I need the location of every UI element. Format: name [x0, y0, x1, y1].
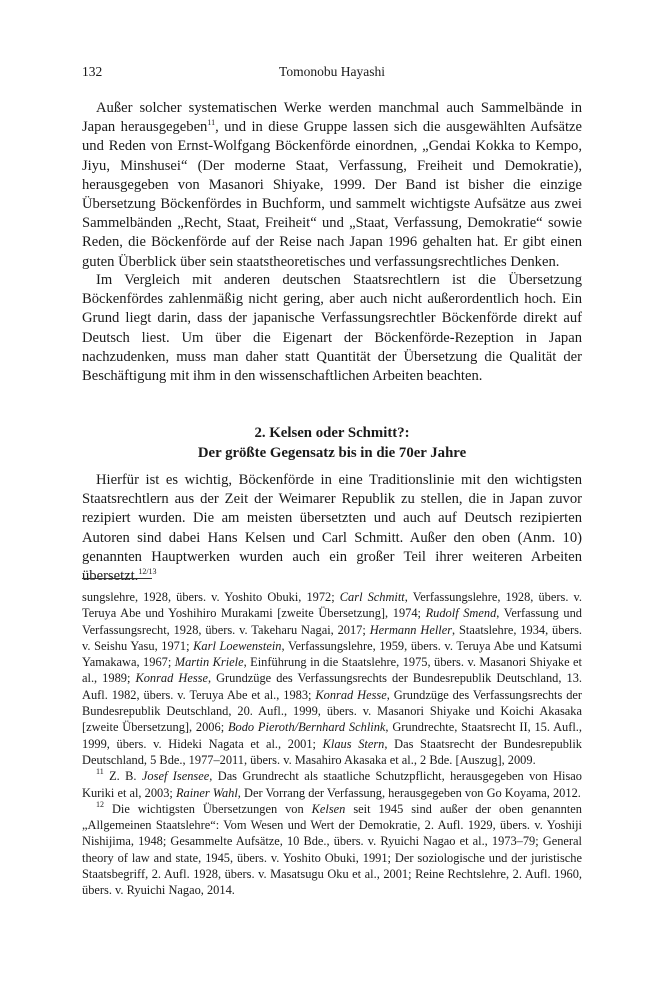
footnote-number-12: 12 [96, 799, 104, 809]
footnote-number-11: 11 [96, 767, 104, 777]
paragraph-3 [82, 471, 582, 586]
section-heading-line-2: Der größte Gegensatz bis in die 70er Jahre [197, 444, 467, 461]
paragraph-1-text-b: , und in diese Gruppe lassen sich die ausgewählten Aufsätze und Reden von Ernst-Wolfgang Böckenförde einordnen, „Gendai Kokka to Kempo, Jiyu, Minshusei“ (Der moderne Staat, Verfassung, Freiheit und Demokratie), herausgegeben von Masanori Shiyake, 1999. Der Band ist bisher die einzige Übersetzung Böckenfördes in Buchform, und sammelt wichtigste Aufsätze aus zwei Sammelbänden „Recht, Staat, Freiheit“ und „Staat, Verfassung, Demokratie“ sowie Reden, die Böckenförde auf der Reise nach Japan 1996 gehalten hat. Er gibt einen guten Überblick über sein staatstheoretisches und verfassungsrechtliches Denken. [82, 119, 582, 270]
paragraph-3-text: Hierfür ist es wichtig, Böckenförde in eine Traditionslinie mit den wichtigsten Staatsrechtlern aus der Zeit der Weimarer Republik zu stellen, die in Japan zuvor rezipiert wurden. Die am meisten übersetzten und auch auf Deutsch rezipierten Autoren sind dabei Hans Kelsen und Carl Schmitt. Außer den oben (Anm. 10) genannten Hauptwerken wurden auch ein großer Teil ihrer weiteren Arbeiten übersetzt. [82, 472, 582, 585]
footnote-continuation: sungslehre, 1928, übers. v. Yoshito Obuki, 1972; Carl Schmitt, Verfassungslehre, 1928, übers. v. Teruya Abe und Yoshihiro Murakami [zweite Übersetzung], 1974; Rudolf Smend, Verfassung und Verfassungsrecht, 1928, übers. v. Takeharu Nagai, 2017; Hermann Heller, Staatslehre, 1934, übers. v. Seishu Yasu, 1971; Karl Loewenstein, Verfassungslehre, 1959, übers. v. Teruya Abe und Katsumi Yamakawa, 1967; Martin Kriele, Einführung in die Staatslehre, 1975, übers. v. Masanori Shiyake et al., 1989; Konrad Hesse, Grundzüge des Verfassungsrechts der Bundesrepublik Deutschland, 13. Aufl. 1982, übers. v. Teruya Abe et al., 1983; Konrad Hesse, Grundzüge des Verfassungsrechts der Bundesrepublik Deutschland, 20. Aufl., 1999, übers. v. Masanori Shiyake und Koichi Akasaka [zweite Übersetzung], 2006; Bodo Pieroth/Bernhard Schlink, Grundrechte, Staatsrecht II, 15. Aufl., 1999, übers. v. Hideki Nagata et al., 2001; Klaus Stern, Das Staatsrecht der Bundesrepublik Deutschland, 5 Bde., 1977–2011, übers. v. Masahiro Akasaka et al., 2 Bde. [Auszug], 2009. [82, 590, 583, 767]
paragraph-1-text-a: Außer solcher systematischen Werke werden manchmal auch Sammelbände in Japan herausgegeben [82, 100, 582, 136]
paragraph-2 [82, 271, 582, 386]
footnote-12: $^{12}$ Die wichtigsten Übersetzungen von Kelsen seit 1945 sind außer der oben genannten „Allgemeinen Staatslehre“: Vom Wesen und Wert der Demokratie, 2. Aufl. 1929, übers. v. Yoshiji Nishijima, 1948; Gesammelte Aufsätze, 10 Bde., übers. v. Ryuichi Nagao et al., 1973–79; General theory of law and state, 1945, übers. v. Yoshito Obuki, 1991; Der soziologische und der juristische Staatsbegriff, 2. Aufl. 1928, übers. v. Masatsugu Oku et al., 2001; Reine Rechtslehre, 2. Aufl. 1960, übers. v. Ryuichi Nagao, 2014. [82, 799, 583, 898]
footnotes [82, 589, 582, 899]
paragraph-2-text: Im Vergleich mit anderen deutschen Staatsrechtlern ist die Übersetzung Böckenfördes zahlenmäßig nicht gering, aber auch nicht außerordentlich hoch. Ein Grund liegt darin, dass der japanische Verfassungsrechtler Böckenförde direkt auf Deutsch liest. Um über die Eigenart der Böckenförde-Rezeption in Japan nachzudenken, muss man daher statt Quantität der Übersetzung die Qualität der Beschäftigung mit ihm in den wissenschaftlichen Arbeiten beachten. [82, 272, 582, 385]
section-heading-line-1: 2. Kelsen oder Schmitt?: [254, 425, 410, 441]
page-header [82, 64, 582, 82]
section-heading [82, 424, 582, 463]
footnote-separator [82, 578, 152, 579]
running-title: Tomonobu Hayashi [279, 64, 385, 79]
footnote-ref-12-13: 12/13 [138, 567, 157, 577]
footnote-ref-11: 11 [207, 118, 216, 128]
page-number: 132 [82, 64, 103, 79]
footnote-11: $^{11}$ Z. B. Josef Isensee, Das Grundrecht als staatliche Schutzpflicht, herausgegeben von Hisao Kuriki et al, 2003; Rainer Wahl, Der Vorrang der Verfassung, herausgegeben von Go Koyama, 2012. [82, 767, 583, 800]
paragraph-1 [82, 99, 582, 272]
